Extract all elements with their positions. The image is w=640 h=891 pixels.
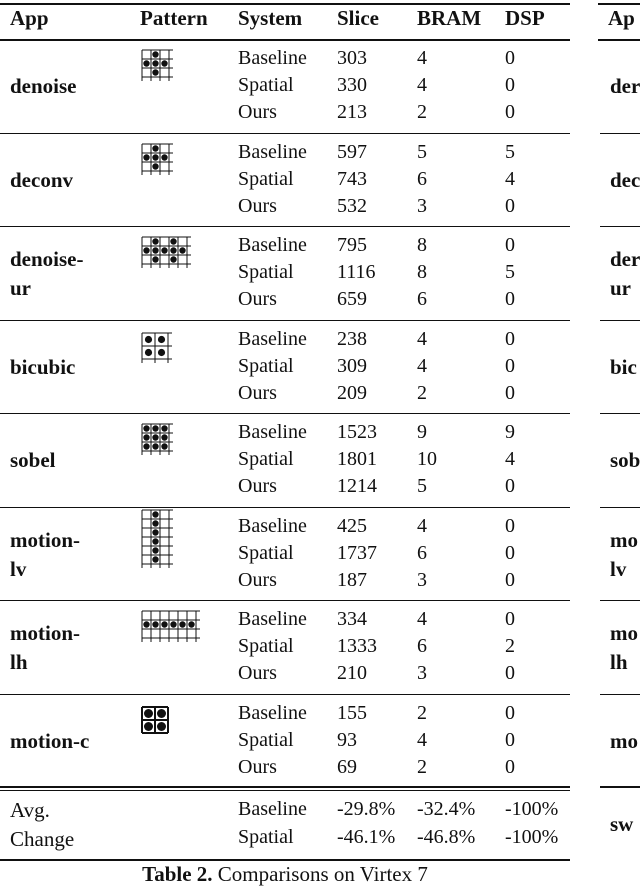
app-name — [10, 526, 80, 584]
app-name — [10, 72, 77, 101]
cell-slice: 330 — [337, 74, 367, 96]
cell-dsp: 0 — [505, 194, 515, 217]
stencil-dot — [143, 434, 149, 440]
stencil-dot — [170, 238, 176, 244]
cell-system: Baseline — [238, 47, 307, 69]
cell-dsp: 0 — [505, 541, 515, 564]
right-app-line: mo — [610, 728, 638, 753]
stencil-dot — [161, 434, 167, 440]
right-group-rule — [600, 133, 640, 134]
header-system: System — [238, 6, 303, 30]
group-rule — [0, 133, 570, 134]
cell-system: Spatial — [238, 541, 294, 564]
cell-system: Baseline — [238, 140, 307, 163]
stencil-dot — [143, 60, 149, 66]
right-group-rule — [600, 320, 640, 321]
cell-dsp: 0 — [505, 662, 515, 684]
cell-system: Ours — [238, 194, 277, 217]
cell-bram: 4 — [417, 514, 427, 537]
app-name-line: motion- — [10, 621, 80, 645]
right-group-rule — [600, 507, 640, 508]
cell-bram: 3 — [417, 568, 427, 591]
cell-bram: 3 — [417, 662, 427, 684]
header-rule — [0, 39, 570, 41]
app-name — [10, 619, 80, 677]
right-app-name — [610, 526, 638, 584]
cell-bram: 2 — [417, 755, 427, 778]
group-rule — [0, 787, 570, 788]
pattern-denoise-icon — [140, 48, 175, 83]
cell-dsp: 0 — [505, 514, 515, 537]
table-caption — [0, 862, 570, 887]
stencil-dot — [161, 425, 167, 431]
right-app-name — [610, 353, 637, 382]
cell-bram: 4 — [417, 728, 427, 751]
cell-dsp: 0 — [505, 234, 515, 256]
cell-system: Baseline — [238, 701, 307, 724]
stencil-dot — [152, 60, 158, 66]
cell-bram: 8 — [417, 261, 427, 283]
cell-slice: 1523 — [337, 421, 377, 443]
cell-slice: 1333 — [337, 635, 377, 657]
cell-slice: 213 — [337, 101, 367, 123]
cell-dsp: 0 — [505, 728, 515, 751]
stencil-dot — [152, 434, 158, 440]
right-app-line: der — [610, 74, 640, 98]
cell-bram: 4 — [417, 47, 427, 69]
cell-system: Ours — [238, 381, 277, 404]
pattern-denoise-ur-icon — [140, 235, 193, 270]
stencil-dot — [152, 154, 158, 160]
pattern-deconv-icon — [140, 142, 175, 177]
stencil-dot — [157, 722, 166, 731]
caption-number: Table 2. — [142, 862, 213, 886]
cell-bram: 2 — [417, 101, 427, 123]
stencil-dot — [152, 621, 158, 627]
cell-dsp: 2 — [505, 635, 515, 657]
cell-dsp: 0 — [505, 755, 515, 778]
right-app-name — [610, 245, 640, 303]
stencil-dot — [170, 621, 176, 627]
right-app-name — [610, 72, 640, 101]
stencil-dot — [152, 425, 158, 431]
bottom-rule — [0, 859, 570, 861]
cell-dsp: 0 — [505, 327, 515, 350]
cell-bram: 4 — [417, 327, 427, 350]
stencil-dot — [179, 247, 185, 253]
app-name-line: motion- — [10, 527, 80, 552]
group-rule — [0, 320, 570, 321]
app-name-line: bicubic — [10, 354, 76, 379]
right-group-rule — [600, 600, 640, 601]
cell-slice: 334 — [337, 608, 367, 630]
pattern-bicubic-icon — [140, 331, 174, 365]
stencil-dot — [145, 348, 152, 355]
cell-slice: 659 — [337, 288, 367, 310]
cell-slice: 597 — [337, 140, 367, 163]
cell-system: Ours — [238, 568, 277, 591]
app-name — [10, 166, 73, 195]
cell-system: Baseline — [238, 421, 307, 443]
cell-slice: 1116 — [337, 261, 376, 283]
cell-dsp: 4 — [505, 167, 515, 190]
group-rule — [0, 226, 570, 227]
avg-cell-system: Baseline — [238, 798, 307, 820]
right-app-line: dec — [610, 167, 640, 192]
avg-label-line: Avg. — [10, 798, 50, 822]
right-app-name — [610, 446, 640, 475]
cell-dsp: 0 — [505, 701, 515, 724]
stencil-dot — [170, 256, 176, 262]
cell-system: Spatial — [238, 354, 294, 377]
pattern-motion-c-icon — [140, 705, 170, 735]
right-group-rule — [600, 413, 640, 414]
stencil-dot — [158, 348, 165, 355]
cell-slice: 1737 — [337, 541, 377, 564]
right-app-line: sob — [610, 448, 640, 472]
stencil-dot — [161, 60, 167, 66]
header-pattern: Pattern — [140, 6, 208, 30]
cell-bram: 6 — [417, 635, 427, 657]
cell-bram: 6 — [417, 288, 427, 310]
cell-bram: 3 — [417, 194, 427, 217]
stencil-dot — [161, 247, 167, 253]
cell-bram: 4 — [417, 354, 427, 377]
cell-dsp: 0 — [505, 475, 515, 497]
right-app-name — [610, 727, 638, 756]
cell-bram: 4 — [417, 608, 427, 630]
cell-system: Baseline — [238, 234, 307, 256]
app-name-line: motion-c — [10, 728, 90, 753]
cell-system: Spatial — [238, 635, 294, 657]
avg-cell-slice: -29.8% — [337, 798, 396, 820]
right-app-line: ur — [610, 276, 631, 300]
app-name — [10, 353, 75, 382]
top-rule — [0, 3, 570, 5]
group-rule — [0, 413, 570, 414]
cell-system: Spatial — [238, 728, 294, 751]
avg-label-line: Change — [10, 827, 75, 851]
app-name — [10, 245, 84, 303]
cell-system: Baseline — [238, 327, 307, 350]
right-app-line: mo — [610, 621, 638, 645]
cell-bram: 6 — [417, 167, 427, 190]
stencil-dot — [152, 145, 158, 151]
cell-bram: 10 — [417, 448, 437, 470]
stencil-dot — [144, 709, 153, 718]
cell-slice: 238 — [337, 327, 367, 350]
stencil-dot — [158, 335, 165, 342]
cell-dsp: 5 — [505, 140, 515, 163]
header-bram: BRAM — [417, 6, 482, 30]
stencil-dot — [152, 163, 158, 169]
cell-system: Baseline — [238, 514, 307, 537]
stencil-dot — [152, 511, 158, 517]
cell-bram: 6 — [417, 541, 427, 564]
stencil-dot — [143, 247, 149, 253]
right-app-line: bic — [610, 354, 637, 379]
stencil-dot — [161, 443, 167, 449]
cell-dsp: 0 — [505, 568, 515, 591]
stencil-dot — [179, 621, 185, 627]
app-name-line: lv — [10, 556, 27, 581]
right-app-line: mo — [610, 527, 638, 552]
cell-bram: 5 — [417, 475, 427, 497]
avg-label — [10, 796, 74, 854]
cell-dsp: 9 — [505, 421, 515, 443]
cell-system: Ours — [238, 755, 277, 778]
cell-system: Ours — [238, 662, 277, 684]
avg-cell-dsp: -100% — [505, 826, 559, 848]
stencil-dot — [152, 238, 158, 244]
app-name-line: deconv — [10, 167, 73, 192]
app-name-line: denoise — [10, 74, 77, 98]
header-app: App — [10, 6, 49, 30]
cell-slice: 69 — [337, 755, 357, 778]
app-name-line: lh — [10, 650, 28, 674]
right-app-name — [610, 166, 640, 195]
app-name-line: ur — [10, 276, 31, 300]
pattern-sobel-icon — [140, 422, 175, 457]
cell-slice: 1214 — [337, 475, 377, 497]
cell-slice: 155 — [337, 701, 367, 724]
app-name-line: sobel — [10, 448, 56, 472]
cell-bram: 9 — [417, 421, 427, 443]
cell-dsp: 0 — [505, 354, 515, 377]
cell-bram: 2 — [417, 701, 427, 724]
cell-slice: 425 — [337, 514, 367, 537]
pattern-motion-lv-icon — [140, 508, 175, 570]
stencil-dot — [188, 621, 194, 627]
group-rule — [0, 694, 570, 695]
cell-system: Ours — [238, 288, 277, 310]
cell-dsp: 0 — [505, 47, 515, 69]
right-app-line: lh — [610, 650, 628, 674]
caption-text: Comparisons on Virtex 7 — [212, 862, 428, 886]
cell-system: Ours — [238, 101, 277, 123]
cell-bram: 8 — [417, 234, 427, 256]
cell-slice: 309 — [337, 354, 367, 377]
right-header: Ap — [608, 6, 635, 30]
pattern-motion-lh-icon — [140, 609, 202, 644]
cell-system: Spatial — [238, 448, 294, 470]
stencil-dot — [157, 709, 166, 718]
right-app-name — [610, 619, 638, 677]
cell-dsp: 0 — [505, 74, 515, 96]
cell-dsp: 0 — [505, 381, 515, 404]
cell-slice: 210 — [337, 662, 367, 684]
cell-bram: 5 — [417, 140, 427, 163]
cell-system: Spatial — [238, 261, 294, 283]
avg-cell-system: Spatial — [238, 826, 294, 848]
cell-bram: 2 — [417, 381, 427, 404]
cell-system: Spatial — [238, 167, 294, 190]
right-top-rule — [598, 3, 640, 5]
right-avg-label: sw — [610, 812, 634, 836]
stencil-dot — [144, 722, 153, 731]
cell-dsp: 5 — [505, 261, 515, 283]
cell-bram: 4 — [417, 74, 427, 96]
app-name — [10, 446, 56, 475]
stencil-dot — [143, 621, 149, 627]
avg-cell-dsp: -100% — [505, 798, 559, 820]
stencil-dot — [152, 556, 158, 562]
stencil-dot — [152, 51, 158, 57]
avg-cell-bram: -46.8% — [417, 826, 476, 848]
group-rule — [0, 600, 570, 601]
avg-double-rule-b — [0, 790, 570, 791]
stencil-dot — [145, 335, 152, 342]
right-app-line: der — [610, 247, 640, 271]
stencil-dot — [152, 443, 158, 449]
right-group-rule — [600, 226, 640, 227]
stencil-dot — [152, 547, 158, 553]
right-group-rule — [600, 787, 640, 788]
cell-slice: 743 — [337, 167, 367, 190]
stencil-dot — [143, 443, 149, 449]
cell-slice: 532 — [337, 194, 367, 217]
header-slice: Slice — [337, 6, 379, 30]
cell-slice: 187 — [337, 568, 367, 591]
stencil-dot — [152, 69, 158, 75]
cell-slice: 303 — [337, 47, 367, 69]
stencil-dot — [152, 529, 158, 535]
app-name — [10, 727, 89, 756]
stencil-dot — [152, 538, 158, 544]
group-rule — [0, 507, 570, 508]
cell-dsp: 0 — [505, 608, 515, 630]
stencil-dot — [152, 256, 158, 262]
stencil-dot — [143, 154, 149, 160]
right-header-rule — [598, 39, 640, 41]
cell-dsp: 4 — [505, 448, 515, 470]
avg-cell-slice: -46.1% — [337, 826, 396, 848]
stencil-dot — [161, 621, 167, 627]
avg-cell-bram: -32.4% — [417, 798, 476, 820]
cell-slice: 1801 — [337, 448, 377, 470]
cell-system: Baseline — [238, 608, 307, 630]
right-group-rule — [600, 694, 640, 695]
cell-system: Spatial — [238, 74, 294, 96]
avg-double-rule-a — [0, 786, 570, 787]
stencil-dot — [161, 154, 167, 160]
stencil-dot — [170, 247, 176, 253]
stencil-dot — [152, 247, 158, 253]
right-app-line: lv — [610, 556, 627, 581]
app-name-line: denoise- — [10, 247, 84, 271]
cell-dsp: 0 — [505, 288, 515, 310]
stencil-dot — [152, 520, 158, 526]
header-dsp: DSP — [505, 6, 545, 30]
cell-slice: 795 — [337, 234, 367, 256]
right-avg-rule — [600, 786, 640, 787]
stencil-dot — [143, 425, 149, 431]
cell-slice: 93 — [337, 728, 357, 751]
cell-system: Ours — [238, 475, 277, 497]
cell-dsp: 0 — [505, 101, 515, 123]
cell-slice: 209 — [337, 381, 367, 404]
